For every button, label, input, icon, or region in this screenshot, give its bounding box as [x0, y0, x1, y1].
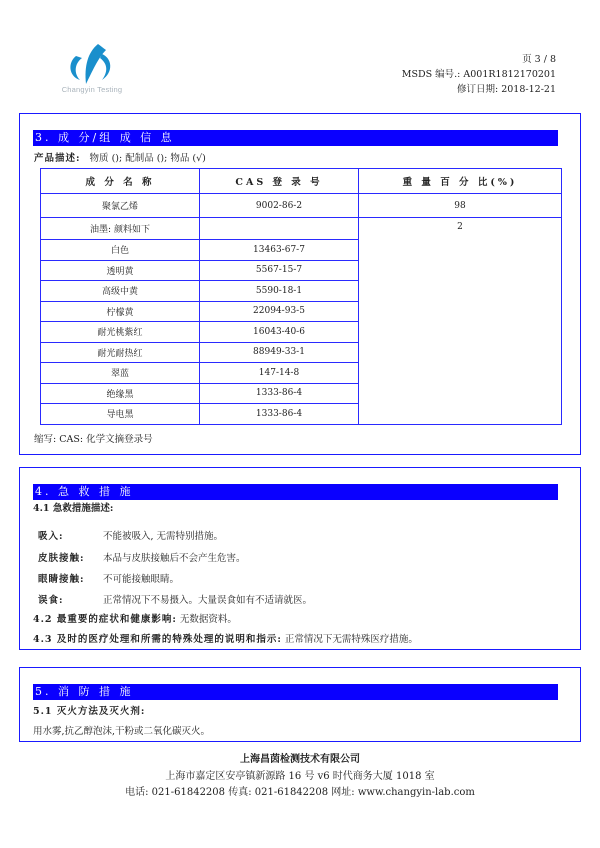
composition-table: [40, 168, 562, 425]
revision-date: 修订日期: 2018-12-21: [457, 84, 556, 95]
company-logo: [52, 42, 132, 100]
pigment-name: 高级中黄: [41, 281, 200, 302]
first-aid-item-skin: [38, 552, 246, 566]
cas-abbreviation-note: 缩写: CAS: 化学文摘登录号: [34, 434, 153, 445]
ingredient-cas: [200, 218, 359, 240]
product-description-value: 物质 (); 配制品 (); 物品 (√): [89, 153, 206, 164]
symptoms-row: [33, 613, 237, 627]
product-description-label: 产品描述:: [34, 153, 81, 164]
pigment-name: 绝缘黑: [41, 383, 200, 404]
symptoms-value: 无数据资料。: [179, 614, 237, 625]
pigment-cas: 16043-40-6: [200, 322, 359, 343]
first-aid-label: 误食:: [38, 595, 64, 606]
medical-treatment-row: [33, 633, 418, 647]
first-aid-item-inhalation: [38, 530, 223, 544]
pigment-cas: 1333-86-4: [200, 383, 359, 404]
first-aid-value: 本品与皮肤接触后不会产生危害。: [103, 553, 246, 564]
first-aid-label: 眼睛接触:: [38, 574, 85, 585]
table-row: [41, 194, 562, 218]
msds-number: MSDS 编号.: A001R1812170201: [401, 69, 556, 80]
column-header-weight-percent: 重 量 百 分 比(%): [359, 169, 562, 194]
ingredient-name: 油墨: 颜料如下: [41, 218, 200, 240]
pigment-name: 耐光耐热红: [41, 342, 200, 363]
first-aid-label: 吸入:: [38, 531, 64, 542]
extinguishing-media-value: 用水雾,抗乙醇泡沫,干粉或二氧化碳灭火。: [33, 726, 211, 737]
symptoms-label: 4.2 最重要的症状和健康影响:: [33, 614, 177, 625]
column-header-cas: CAS 登 录 号: [200, 169, 359, 194]
product-description: [34, 152, 206, 166]
pigment-name: 翠蓝: [41, 363, 200, 384]
column-header-name: 成 分 名 称: [41, 169, 200, 194]
pigment-cas: 1333-86-4: [200, 404, 359, 425]
pigment-cas: 5590-18-1: [200, 281, 359, 302]
first-aid-description-heading: 4.1 急救措施描述:: [33, 503, 114, 514]
ingredient-percent: 98: [359, 194, 562, 218]
pigment-name: 柠檬黄: [41, 301, 200, 322]
pigment-name: 导电黑: [41, 404, 200, 425]
pigment-cas: 22094-93-5: [200, 301, 359, 322]
pigment-name: 耐光桃紫红: [41, 322, 200, 343]
table-row: [41, 218, 562, 240]
pigment-cas: 147-14-8: [200, 363, 359, 384]
table-header-row: [41, 169, 562, 194]
first-aid-label: 皮肤接触:: [38, 553, 85, 564]
pigment-name: 透明黄: [41, 260, 200, 281]
footer-contact: 电话: 021-61842208 传真: 021-61842208 网址: www.changyin-lab.com: [125, 787, 475, 798]
first-aid-value: 不能被吸入, 无需特别措施。: [103, 531, 224, 542]
changyin-logo-icon: [66, 42, 118, 86]
first-aid-value: 正常情况下不易摄入。大量误食如有不适请就医。: [103, 595, 313, 606]
document-meta: [402, 52, 556, 97]
medical-treatment-label: 4.3 及时的医疗处理和所需的特殊处理的说明和指示:: [33, 634, 282, 645]
extinguishing-media-heading: 5.1 灭火方法及灭火剂:: [33, 706, 146, 717]
footer-company-name: 上海昌茵检测技术有限公司: [240, 754, 360, 765]
pigment-name: 白色: [41, 240, 200, 261]
first-aid-value: 不可能接触眼睛。: [103, 574, 180, 585]
ingredient-cas: 9002-86-2: [200, 194, 359, 218]
medical-treatment-value: 正常情况下无需特殊医疗措施。: [284, 634, 418, 645]
page-number: 页 3 / 8: [522, 54, 556, 65]
pigment-cas: 88949-33-1: [200, 342, 359, 363]
logo-text: Changyin Testing: [61, 85, 123, 94]
page-footer: [0, 752, 600, 802]
ingredient-name: 聚氯乙烯: [41, 194, 200, 218]
section-4-title: 4. 急 救 措 施: [33, 484, 558, 500]
first-aid-item-eyes: [38, 573, 179, 587]
footer-address: 上海市嘉定区安亭镇新源路 16 号 v6 时代商务大厦 1018 室: [165, 770, 435, 782]
first-aid-item-ingestion: [38, 594, 312, 608]
section-3-title: 3. 成 分/组 成 信 息: [33, 130, 558, 146]
pigment-cas: 5567-15-7: [200, 260, 359, 281]
section-5-title: 5. 消 防 措 施: [33, 684, 558, 700]
ingredient-percent: 2: [359, 218, 562, 425]
pigment-cas: 13463-67-7: [200, 240, 359, 261]
